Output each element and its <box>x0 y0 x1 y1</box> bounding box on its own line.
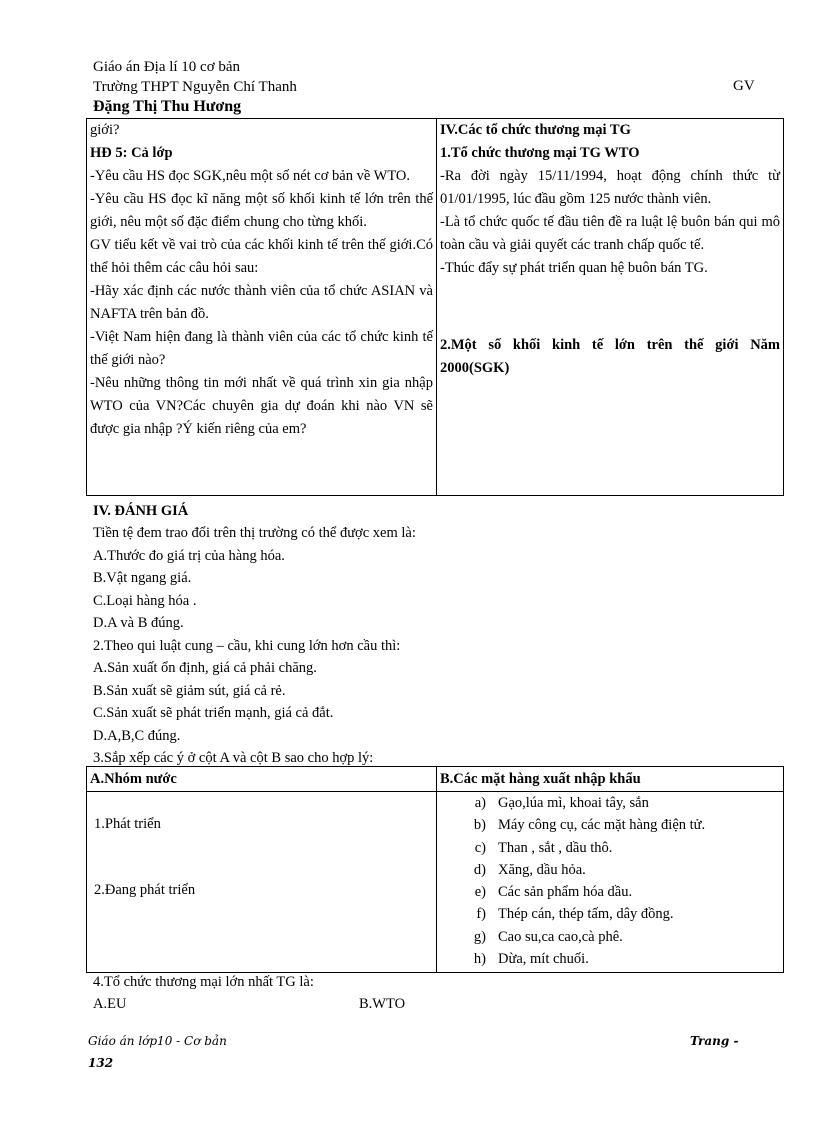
left-line: -Nêu những thông tin mới nhất về quá trình xin gia nhập WTO của VN?Các chuyên gia dự đoán khi nào VN sẽ được gia nhập ?Ý kiến riêng của em? <box>90 375 433 437</box>
answer-option: D.A,B,C đúng. <box>93 727 181 744</box>
column-a-header: A.Nhóm nước <box>87 767 437 792</box>
section-heading: IV.Các tổ chức thương mại TG <box>440 122 631 138</box>
goods-item: h) Dừa, mít chuối. <box>473 951 589 968</box>
header-subject: Giáo án Địa lí 10 cơ bản <box>93 59 241 75</box>
activity-table <box>86 118 784 496</box>
goods-list <box>437 792 784 973</box>
content-column <box>437 119 784 496</box>
goods-item: f) Thép cán, thép tấm, dây đồng. <box>476 906 674 923</box>
question-line: 4.Tổ chức thương mại lớn nhất TG là: <box>93 974 314 990</box>
question-line: 3.Sắp xếp các ý ở cột A và cột B sao cho hợp lý: <box>93 750 374 766</box>
subsection-heading: 1.Tổ chức thương mại TG WTO <box>440 145 640 161</box>
answer-option: B.Vật ngang giá. <box>93 570 192 586</box>
left-line: -Yêu cầu HS đọc kĩ năng một số khối kinh tế lớn trên thế giới, nêu một số đặc điểm chung cho từng khối. <box>90 191 433 230</box>
group-developing: 2.Đang phát triển <box>94 882 196 898</box>
goods-item: d) Xăng, dầu hỏa. <box>473 861 586 878</box>
goods-item: a) Gạo,lúa mì, khoai tây, sắn <box>474 795 649 811</box>
subsection-heading: 2.Một số khối kinh tế lớn trên thế giới Năm 2000(SGK) <box>440 337 780 376</box>
left-line: -Việt Nam hiện đang là thành viên của các tổ chức kinh tế thế giới nào? <box>90 329 433 368</box>
teacher-activity-column <box>87 119 437 496</box>
question-4 <box>93 971 314 1015</box>
column-b-header: B.Các mặt hàng xuất nhập khẩu <box>437 767 784 792</box>
answer-option: D.A và B đúng. <box>93 615 184 631</box>
page-number: 132 <box>88 1056 114 1070</box>
left-line: -Yêu cầu HS đọc SGK,nêu một số nét cơ bản về WTO. <box>90 168 411 184</box>
assessment-heading: IV. ĐÁNH GIÁ <box>93 503 189 519</box>
question-line: Tiền tệ đem trao đổi trên thị trường có thể được xem là: <box>93 525 416 541</box>
answer-option: B.Sản xuất sẽ giảm sút, giá cả rẻ. <box>93 682 286 699</box>
activity-heading: HĐ 5: Cả lớp <box>90 145 173 161</box>
goods-item: g) Cao su,ca cao,cà phê. <box>473 928 623 945</box>
country-groups <box>87 792 437 973</box>
teacher-name: Đặng Thị Thu Hương <box>93 98 242 115</box>
answer-option: A.Sản xuất ổn định, giá cả phải chăng. <box>93 660 317 676</box>
goods-item: b) Máy công cụ, các mặt hàng điện tử. <box>473 817 706 834</box>
answer-option: C.Sản xuất sẽ phát triển mạnh, giá cả đắt. <box>93 705 334 721</box>
matching-table <box>86 766 784 973</box>
answer-option: A.EU <box>93 996 127 1012</box>
right-line: -Thúc đẩy sự phát triển quan hệ buôn bán TG. <box>440 260 708 276</box>
header-gv: GV <box>733 78 755 94</box>
right-line: -Ra đời ngày 15/11/1994, hoạt động chính thức từ 01/01/1995, lúc đầu gồm 125 nước thành viên. <box>440 168 780 207</box>
question-line: 2.Theo qui luật cung – cầu, khi cung lớn hơn cầu thì: <box>93 637 401 654</box>
left-line: giới? <box>90 122 120 138</box>
answer-option: B.WTO <box>359 996 406 1012</box>
left-line: GV tiểu kết về vai trò của các khối kinh tế trên thế giới.Có thể hỏi thêm các câu hỏi sau: <box>90 237 433 276</box>
right-line: -Là tổ chức quốc tế đầu tiên đề ra luật lệ buôn bán qui mô toàn cầu và giải quyết các tranh chấp quốc tế. <box>440 214 780 253</box>
header-school: Trường THPT Nguyễn Chí Thanh <box>93 79 297 95</box>
goods-item: c) Than , sắt , dầu thô. <box>474 839 613 856</box>
goods-item: e) Các sản phẩm hóa dầu. <box>474 884 633 901</box>
answer-option: A.Thước đo giá trị của hàng hóa. <box>93 547 285 564</box>
group-developed: 1.Phát triển <box>94 816 161 832</box>
footer-left: Giáo án lớp10 - Cơ bản <box>88 1034 227 1048</box>
answer-option: C.Loại hàng hóa . <box>93 592 197 609</box>
left-line: -Hãy xác định các nước thành viên của tổ chức ASIAN và NAFTA trên bản đồ. <box>90 283 433 322</box>
footer-right: Trang - <box>690 1034 739 1048</box>
assessment-list <box>93 522 793 770</box>
